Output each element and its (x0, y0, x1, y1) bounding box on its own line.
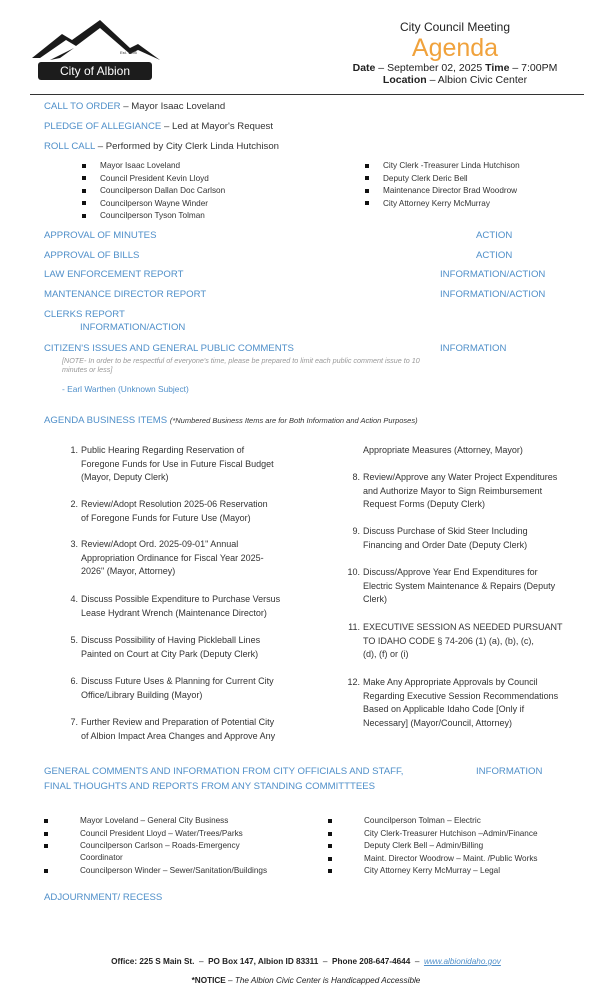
item-text: Make Any Appropriate Approvals by Council Regarding Executive Session Recommendations Based on Applicable Idaho Code [Only if Necessary] (Mayor/Council, Attorney) (363, 677, 559, 728)
footer-contact: Office: 225 S Main St. – PO Box 147, Albion ID 83311 – Phone 208-647-4644 – www.albionidaho.gov (111, 957, 501, 966)
bills-action-label: ACTION (476, 250, 513, 261)
item-number: 8. (352, 472, 360, 482)
item-number: 5. (70, 635, 78, 645)
roll-right-item: City Clerk -Treasurer Linda Hutchison (365, 161, 520, 170)
official-report-item: Council President Lloyd – Water/Trees/Parks (44, 828, 243, 840)
maintenance-director-report: MANTENANCE DIRECTOR REPORT (44, 289, 207, 300)
header-rule (30, 94, 584, 95)
approval-of-minutes: APPROVAL OF MINUTES (44, 230, 157, 241)
roll-left-item: Councilperson Dallan Doc Carlson (82, 186, 225, 195)
meeting-header (330, 20, 580, 86)
official-report-item: City Clerk-Treasurer Hutchison –Admin/Finance (328, 828, 538, 840)
law-enforcement-report: LAW ENFORCEMENT REPORT (44, 269, 184, 280)
item-text: Review/Approve any Water Project Expenditures and Authorize Mayor to Sign Reimbursement Request Forms (Deputy Clerk) (363, 472, 558, 509)
square-bullet-icon (44, 844, 48, 848)
general-action-label: INFORMATION (476, 766, 543, 777)
citizens-issues: CITIZEN'S ISSUES AND GENERAL PUBLIC COMMENTS (44, 343, 294, 354)
item-number: 9. (352, 526, 360, 536)
agenda-title: Agenda (411, 34, 499, 62)
square-bullet-icon (328, 819, 332, 823)
square-bullet-icon (44, 832, 48, 836)
roll-left-item: Mayor Isaac Loveland (82, 161, 180, 170)
maint-action-label: INFORMATION/ACTION (440, 289, 546, 300)
square-bullet-icon (328, 857, 332, 861)
item-text: Further Review and Preparation of Potential City of Albion Impact Area Changes and Approve Any (81, 717, 276, 741)
item-text: Public Hearing Regarding Reservation of Foregone Funds for Use in Future Fiscal Budget (Mayor, Deputy Clerk) (81, 445, 274, 482)
item-number: 6. (70, 676, 78, 686)
citizens-action-label: INFORMATION (440, 343, 507, 354)
item-number: 10. (347, 567, 360, 577)
citizens-speaker: - Earl Warthen (Unknown Subject) (62, 384, 189, 394)
roll-right-item: Maintenance Director Brad Woodrow (365, 186, 517, 195)
item-text: Discuss Future Uses & Planning for Current City Office/Library Building (Mayor) (81, 676, 274, 700)
item-number: 7. (70, 717, 78, 727)
square-bullet-icon (44, 869, 48, 873)
logo-banner (38, 62, 152, 80)
official-report-item: Councilperson Winder – Sewer/Sanitation/Buildings (44, 865, 267, 877)
law-action-label: INFORMATION/ACTION (440, 269, 546, 280)
roll-right-item: City Attorney Kerry McMurray (365, 199, 490, 208)
official-report-item: Mayor Loveland – General City Business (44, 815, 228, 827)
meeting-title: City Council Meeting (399, 20, 511, 34)
square-bullet-icon (328, 869, 332, 873)
square-bullet-icon (82, 164, 86, 168)
date-value: September 02, 2025 (387, 62, 483, 74)
approval-of-bills: APPROVAL OF BILLS (44, 250, 140, 261)
official-report-item: Councilperson Carlson – Roads-Emergency Coordinator (44, 840, 240, 863)
time-value: 7:00PM (521, 62, 558, 74)
business-item-continuation: Appropriate Measures (Attorney, Mayor) (363, 445, 523, 455)
square-bullet-icon (82, 201, 86, 205)
roll-left-item: Councilperson Wayne Winder (82, 199, 208, 208)
square-bullet-icon (82, 214, 86, 218)
item-number: 1. (70, 445, 78, 455)
clerks-report: CLERKS REPORT (44, 309, 125, 320)
pledge-of-allegiance: PLEDGE OF ALLEGIANCE – Led at Mayor's Request (44, 121, 274, 132)
item-text: Review/Adopt Resolution 2025-06 Reservation of Foregone Funds for Future Use (Mayor) (81, 499, 268, 523)
square-bullet-icon (328, 832, 332, 836)
minutes-action-label: ACTION (476, 230, 513, 241)
item-text: Review/Adopt Ord. 2025-09-01" Annual Appropriation Ordinance for Fiscal Year 2025- 2026" (Mayor, Attorney) (81, 539, 264, 576)
date-time-line: Date – September 02, 2025 Time – 7:00PM (352, 62, 558, 74)
roll-call: ROLL CALL – Performed by City Clerk Linda Hutchison (44, 141, 279, 152)
roll-left-item: Councilperson Tyson Tolman (82, 211, 205, 220)
item-number: 2. (70, 499, 78, 509)
item-text: Discuss/Approve Year End Expenditures for Electric System Maintenance & Repairs (Deputy Clerk) (363, 567, 556, 604)
square-bullet-icon (365, 189, 369, 193)
square-bullet-icon (365, 176, 369, 180)
item-number: 11. (348, 622, 360, 632)
clerks-action-label: INFORMATION/ACTION (80, 322, 186, 333)
item-number: 3. (70, 539, 78, 549)
citizens-note: [NOTE- In order to be respectful of everyone's time, please be prepared to limit each public comment issue to 10 minutes or less] (62, 356, 420, 374)
mountain-logo-icon (30, 18, 162, 68)
official-report-item: Councilperson Tolman – Electric (328, 815, 481, 827)
official-report-item: Maint. Director Woodrow – Maint. /Public Works (328, 853, 538, 865)
item-text: EXECUTIVE SESSION AS NEEDED PURSUANT TO IDAHO CODE § 74-206 (1) (a), (b), (c), (d), (f) or (i) (363, 622, 563, 659)
square-bullet-icon (365, 164, 369, 168)
square-bullet-icon (44, 819, 48, 823)
general-comments-heading: GENERAL COMMENTS AND INFORMATION FROM CITY OFFICIALS AND STAFF, FINAL THOUGHTS AND REPORTS FROM ANY STANDING COMMITTTEES (44, 766, 404, 792)
item-text: Discuss Possibility of Having Pickleball Lines Painted on Court at City Park (Deputy Clerk) (81, 635, 261, 659)
square-bullet-icon (82, 176, 86, 180)
official-report-item: City Attorney Kerry McMurray – Legal (328, 865, 500, 877)
adjournment: ADJOURNMENT/ RECESS (44, 892, 163, 903)
square-bullet-icon (82, 189, 86, 193)
item-number: 12. (347, 677, 360, 687)
footer-notice: *NOTICE – The Albion Civic Center is Handicapped Accessible (191, 976, 421, 985)
roll-right-item: Deputy Clerk Deric Bell (365, 174, 468, 183)
website-link[interactable]: www.albionidaho.gov (423, 957, 501, 966)
agenda-business-items: AGENDA BUSINESS ITEMS (*Numbered Business Items are for Both Information and Action Purposes) (44, 415, 418, 426)
location-line: Location – Albion Civic Center (382, 74, 528, 86)
roll-left-item: Council President Kevin Lloyd (82, 174, 209, 183)
square-bullet-icon (365, 201, 369, 205)
call-to-order: CALL TO ORDER – Mayor Isaac Loveland (44, 101, 226, 112)
logo-established: Est. 1895 (120, 50, 137, 55)
city-logo (30, 18, 162, 84)
item-number: 4. (70, 594, 78, 604)
logo-text: City of Albion (59, 64, 131, 78)
square-bullet-icon (328, 844, 332, 848)
item-text: Discuss Possible Expenditure to Purchase Versus Lease Hydrant Wrench (Maintenance Director) (81, 594, 281, 618)
location-value: Albion Civic Center (437, 74, 528, 86)
official-report-item: Deputy Clerk Bell – Admin/Billing (328, 840, 483, 852)
item-text: Discuss Purchase of Skid Steer Including Financing and Order Date (Deputy Clerk) (363, 526, 528, 550)
